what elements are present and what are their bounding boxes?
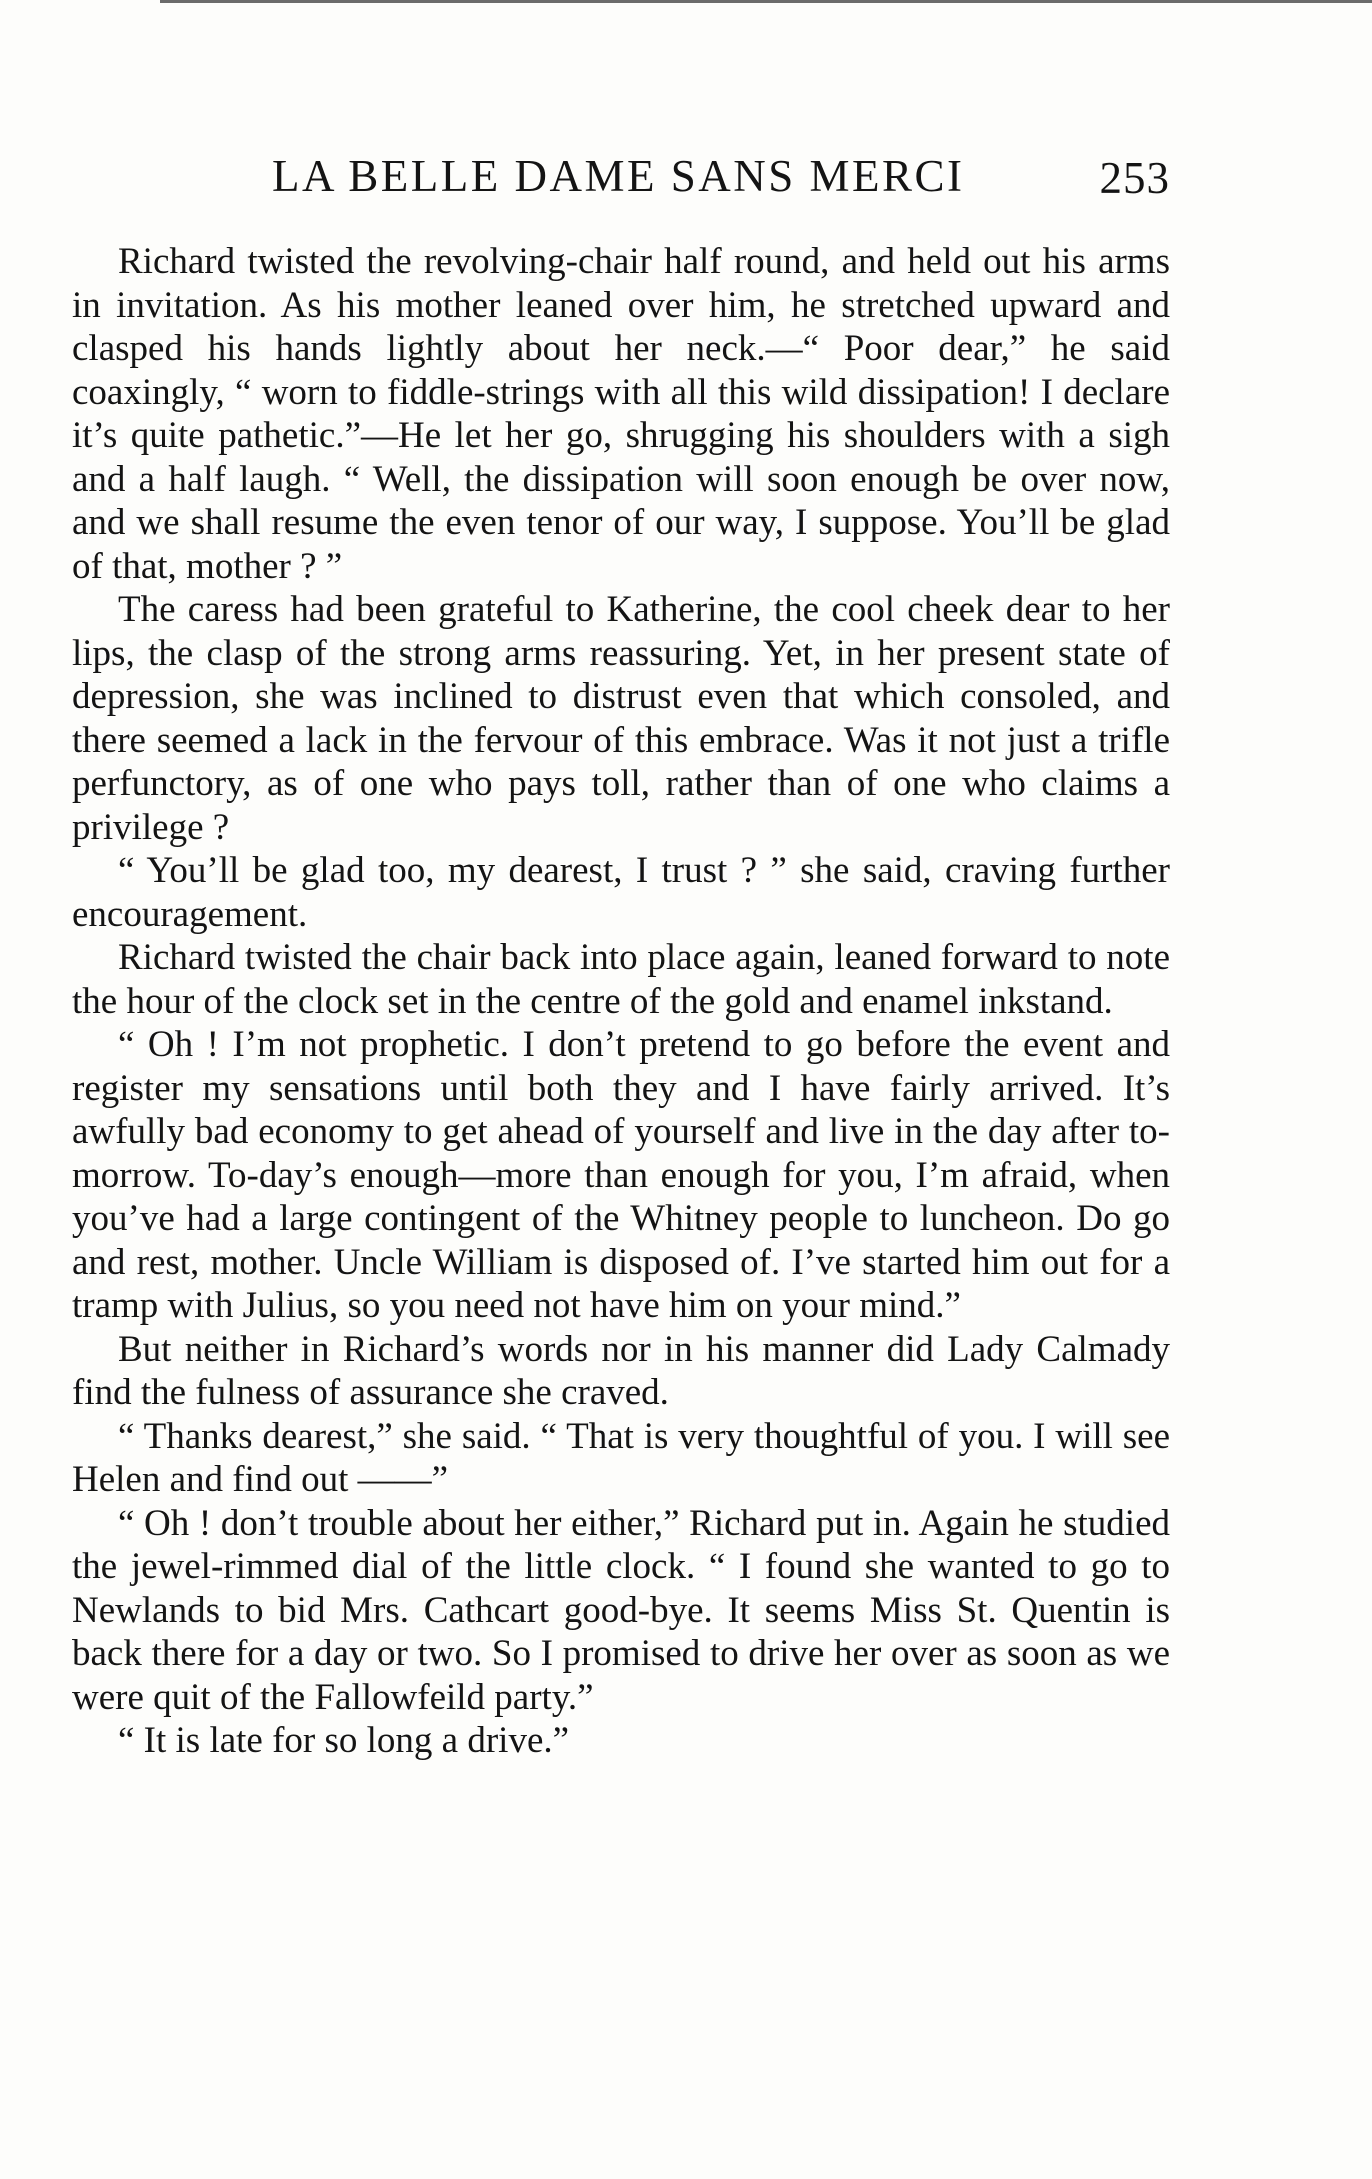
paragraph-4: Richard twisted the chair back into place again, leaned forward to note the hour of the clock set in the centre of the gold and enamel inkstand. [72, 937, 1170, 1022]
page-number: 253 [1099, 153, 1170, 203]
paragraph-7: “ Thanks dearest,” she said. “ That is very thoughtful of you. I will see Helen and find out ——” [72, 1415, 1170, 1500]
paragraph-5: “ Oh ! I’m not prophetic. I don’t pretend to go before the event and register my sensations until both they and I have fairly arrived. It’s awfully bad economy to get ahead of yourself and live in the day after to-morrow. To-day’s enough—more than enough for you, I’m afraid, when you’ve had a large contingent of the Whitney people to luncheon. Do go and rest, mother. Uncle William is disposed of. I’ve started him out for a tramp with Julius, so you need not have him on your mind.” [72, 1024, 1170, 1326]
running-title: LA BELLE DAME SANS MERCI [272, 151, 965, 201]
paragraph-3: “ You’ll be glad too, my dearest, I trust ? ” she said, craving further encouragement. [72, 850, 1170, 935]
page-header [72, 150, 1170, 210]
paragraph-8: “ Oh ! don’t trouble about her either,” Richard put in. Again he studied the jewel-rimmed dial of the little clock. “ I found she wanted to go to Newlands to bid Mrs. Cathcart good-bye. It seems Miss St. Quentin is back there for a day or two. So I promised to drive her over as soon as we were quit of the Fallowfeild party.” [72, 1502, 1170, 1718]
body-text [72, 240, 1170, 1763]
scan-top-edge-rule [160, 0, 1372, 3]
paragraph-1: Richard twisted the revolving-chair half round, and held out his arms in invitation. As his mother leaned over him, he stretched upward and clasped his hands lightly about her neck.—“ Poor dear,” he said coaxingly, “ worn to fiddle-strings with all this wild dissipation! I declare it’s quite pathetic.”—He let her go, shrugging his shoulders with a sigh and a half laugh. “ Well, the dissipation will soon enough be over now, and we shall resume the even tenor of our way, I suppose. You’ll be glad of that, mother ? ” [72, 241, 1170, 587]
paragraph-6: But neither in Richard’s words nor in his manner did Lady Calmady find the fulness of assurance she craved. [72, 1328, 1170, 1413]
paragraph-2: The caress had been grateful to Katherine, the cool cheek dear to her lips, the clasp of the strong arms reassuring. Yet, in her present state of depression, she was inclined to distrust even that which consoled, and there seemed a lack in the fervour of this embrace. Was it not just a trifle perfunctory, as of one who pays toll, rather than of one who claims a privilege ? [72, 589, 1170, 848]
paragraph-9: “ It is late for so long a drive.” [118, 1720, 570, 1761]
